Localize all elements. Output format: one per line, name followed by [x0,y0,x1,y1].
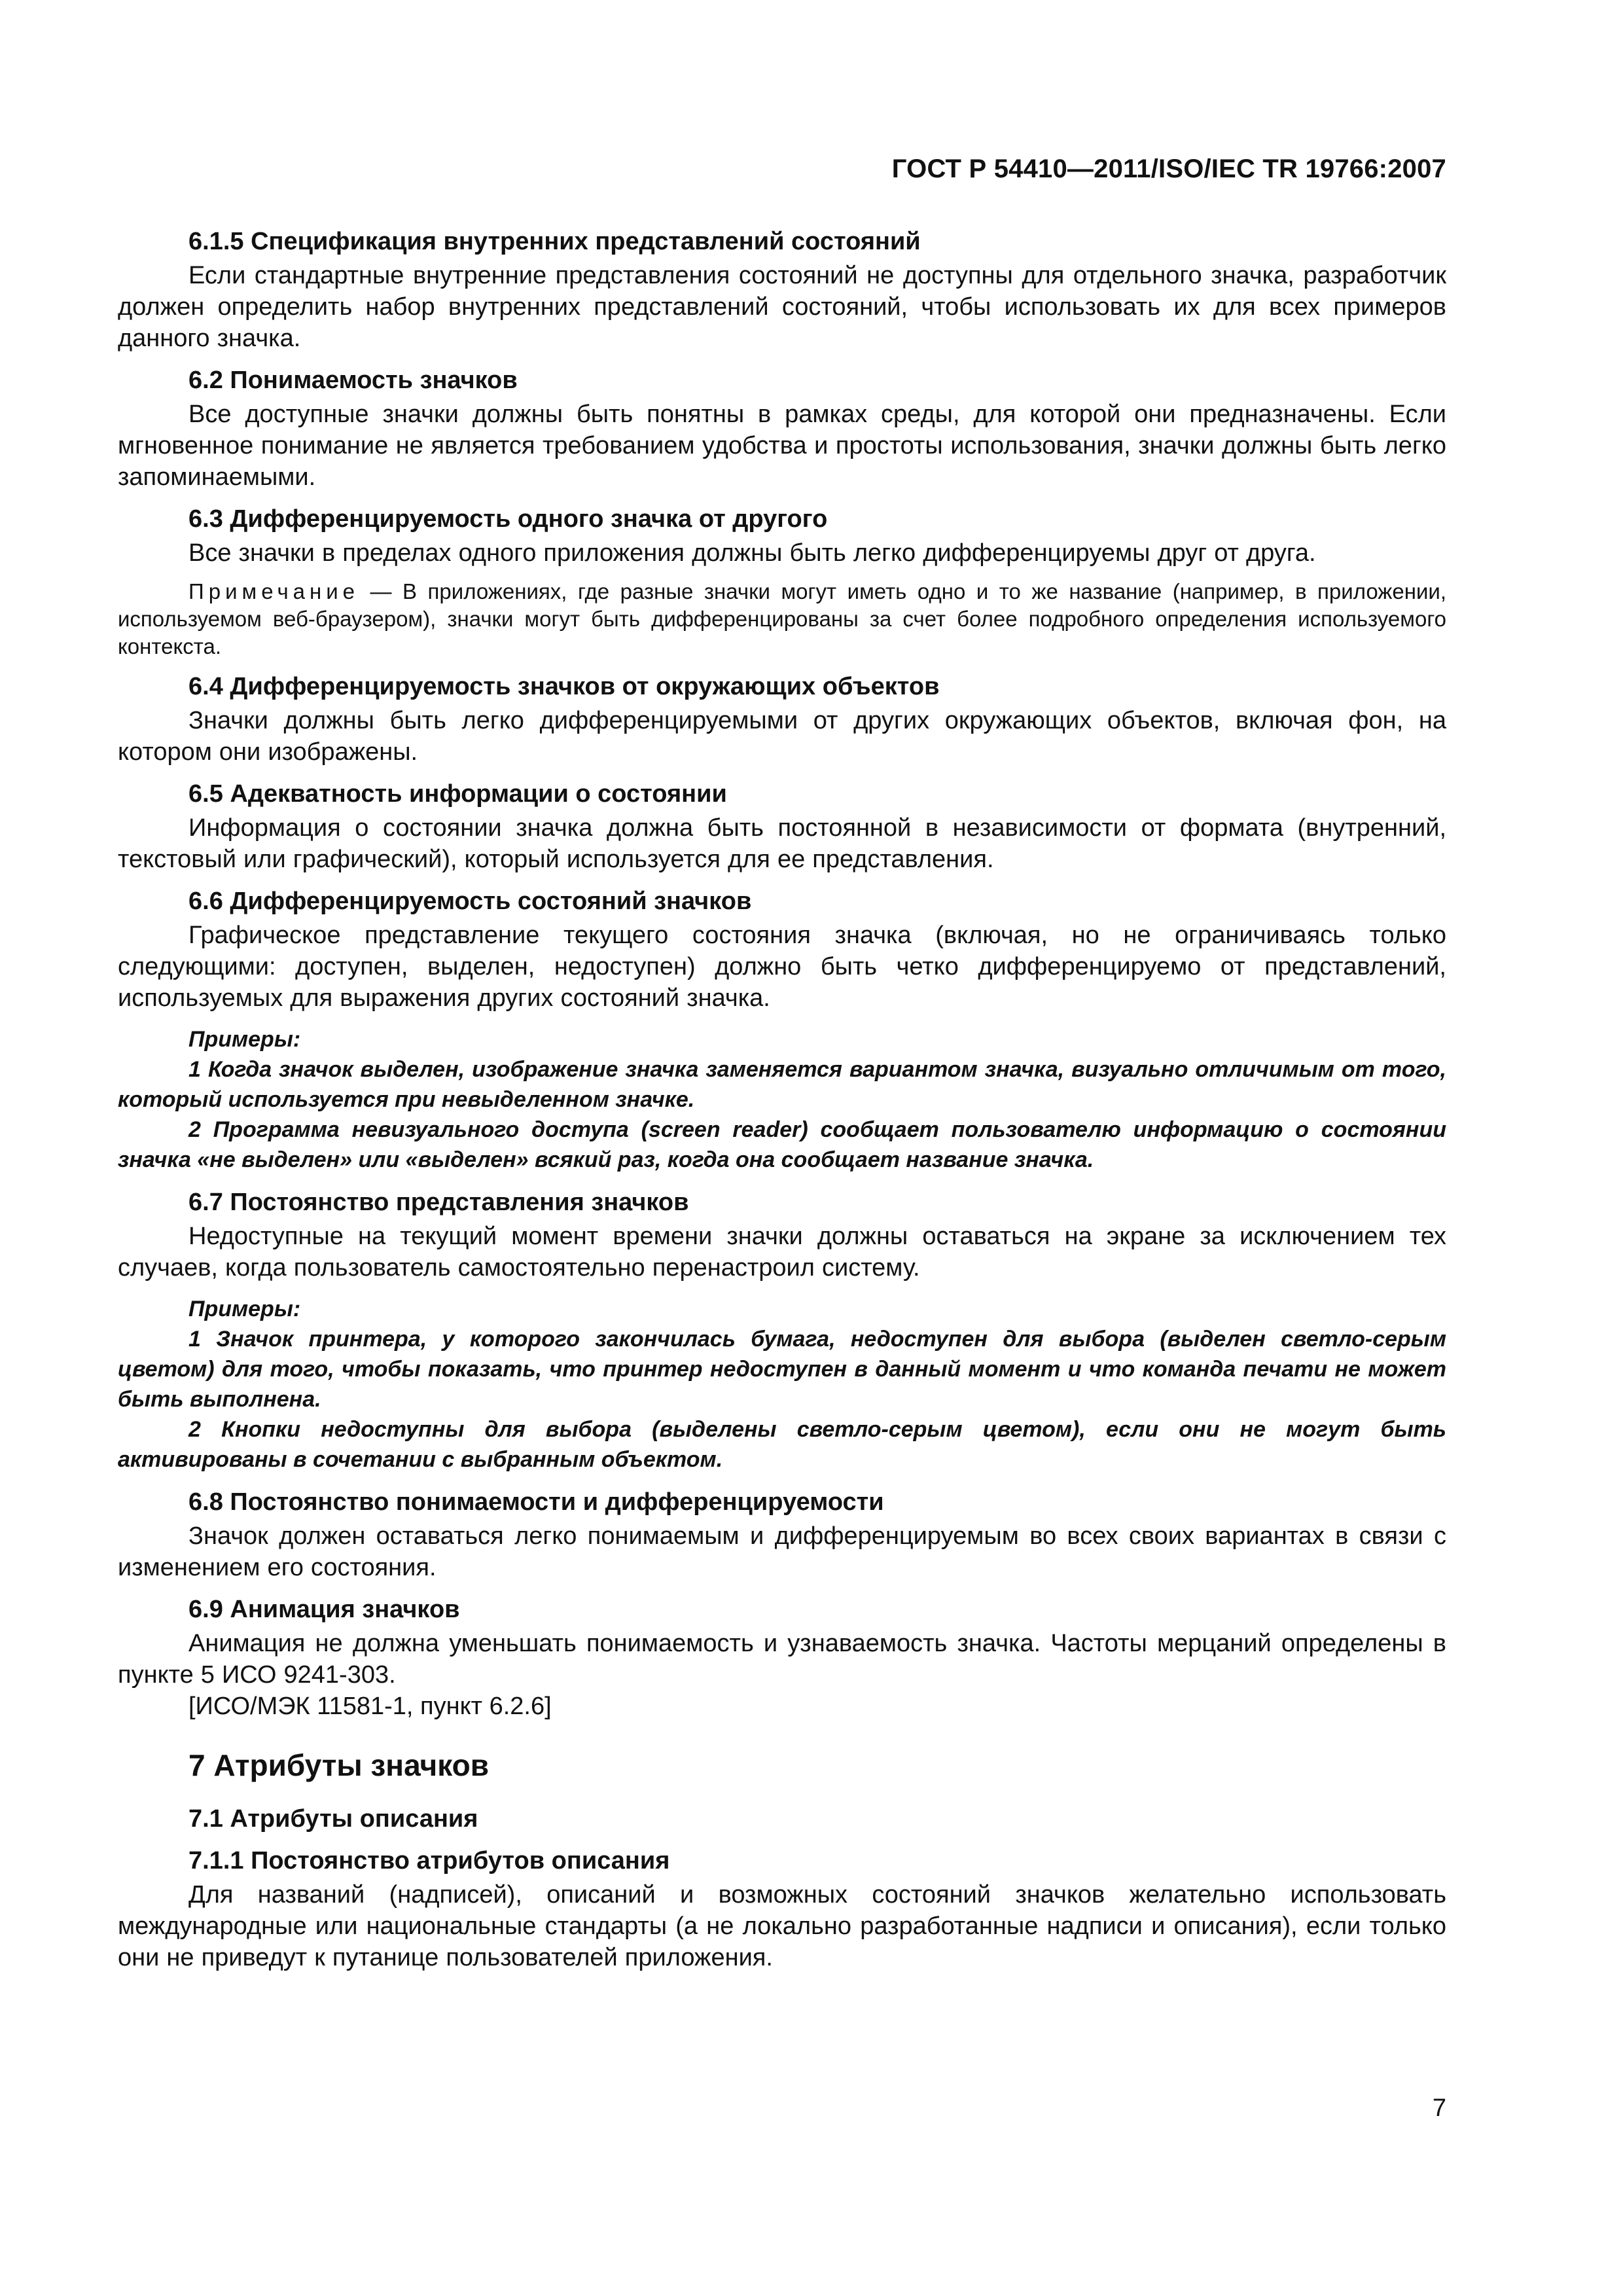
page-number: 7 [1432,2094,1446,2122]
examples-label: Примеры: [188,1297,301,1321]
example-item: 1 Значок принтера, у которого закончилась бумага, недоступен для выбора (выделен светло-серым цветом) для того, чтобы показать, что принтер недоступен в данный момент и что команда печати не может быть выполнена. [118,1327,1446,1412]
heading-7: 7 Атрибуты значков [188,1748,490,1782]
note-6-3 [118,578,1446,660]
heading-6-7: 6.7 Постоянство представления значков [188,1189,689,1216]
examples-label: Примеры: [188,1027,301,1052]
document-id-header: ГОСТ Р 54410—2011/ISO/IEC TR 19766:2007 [891,154,1446,183]
note-label: Примечание [188,579,360,603]
paragraph-6-7: Недоступные на текущий момент времени значки должны оставаться на экране за исключением тех случаев, когда пользователь самостоятельно перенастроил систему. [118,1223,1446,1282]
paragraph-6-2: Все доступные значки должны быть понятны в рамках среды, для которой они предназначены. Если мгновенное понимание не является требованием удобства и простоты использования, значки должны быть легко запоминаемыми. [118,401,1446,491]
examples-6-7 [118,1294,1446,1475]
heading-6-4: 6.4 Дифференцируемость значков от окружающих объектов [188,673,940,700]
paragraph-6-1-5: Если стандартные внутренние представления состояний не доступны для отдельного значка, разработчик должен определить набор внутренних представлений состояний, чтобы использовать их для всех примеров данного значка. [118,262,1446,352]
example-item: 2 Кнопки недоступны для выбора (выделены светло-серым цветом), если они не могут быть активированы в сочетании с выбранным объектом. [118,1417,1446,1472]
document-body [118,226,1446,1973]
example-item: 1 Когда значок выделен, изображение значка заменяется вариантом значка, визуально отличимым от того, который используется при невыделенном значке. [118,1057,1446,1112]
heading-6-9: 6.9 Анимация значков [188,1596,460,1623]
paragraph-7-1-1: Для названий (надписей), описаний и возможных состояний значков желательно использовать международные или национальные стандарты (а не локально разработанные надписи и описания), если только они не приведут к путанице пользователей приложения. [118,1881,1446,1971]
heading-6-8: 6.8 Постоянство понимаемости и дифференцируемости [188,1488,884,1516]
paragraph-6-8: Значок должен оставаться легко понимаемым и дифференцируемым во всех своих вариантах в связи с изменением его состояния. [118,1522,1446,1581]
heading-6-1-5: 6.1.5 Спецификация внутренних представлений состояний [188,228,921,255]
example-item: 2 Программа невизуального доступа (screen reader) сообщает пользователю информацию о состоянии значка «не выделен» или «выделен» всякий раз, когда она сообщает название значка. [118,1117,1446,1172]
heading-6-6: 6.6 Дифференцируемость состояний значков [188,888,752,915]
heading-6-3: 6.3 Дифференцируемость одного значка от другого [188,505,828,533]
examples-6-6 [118,1024,1446,1175]
paragraph-6-3: Все значки в пределах одного приложения должны быть легко дифференцируемы друг от друга. [188,539,1316,567]
paragraph-6-9: Анимация не должна уменьшать понимаемость и узнаваемость значка. Частоты мерцаний определены в пункте 5 ИСО 9241-303. [118,1630,1446,1689]
reference-6-9: [ИСО/МЭК 11581-1, пункт 6.2.6] [188,1693,552,1720]
paragraph-6-4: Значки должны быть легко дифференцируемыми от других окружающих объектов, включая фон, на котором они изображены. [118,707,1446,766]
paragraph-6-6: Графическое представление текущего состояния значка (включая, но не ограничиваясь только следующими: доступен, выделен, недоступен) должно быть четко дифференцируемо от представлений, используемых для выражения других состояний значка. [118,922,1446,1012]
note-text: — В приложениях, где разные значки могут иметь одно и то же название (например, в приложении, используемом веб-браузером), значки могут быть дифференцированы за счет более подробного определения используемого контекста. [118,579,1446,658]
heading-7-1: 7.1 Атрибуты описания [188,1805,478,1833]
heading-7-1-1: 7.1.1 Постоянство атрибутов описания [188,1847,670,1874]
heading-6-2: 6.2 Понимаемость значков [188,367,518,394]
paragraph-6-5: Информация о состоянии значка должна быть постоянной в независимости от формата (внутренний, текстовый или графический), который используется для ее представления. [118,814,1446,873]
heading-6-5: 6.5 Адекватность информации о состоянии [188,780,727,808]
